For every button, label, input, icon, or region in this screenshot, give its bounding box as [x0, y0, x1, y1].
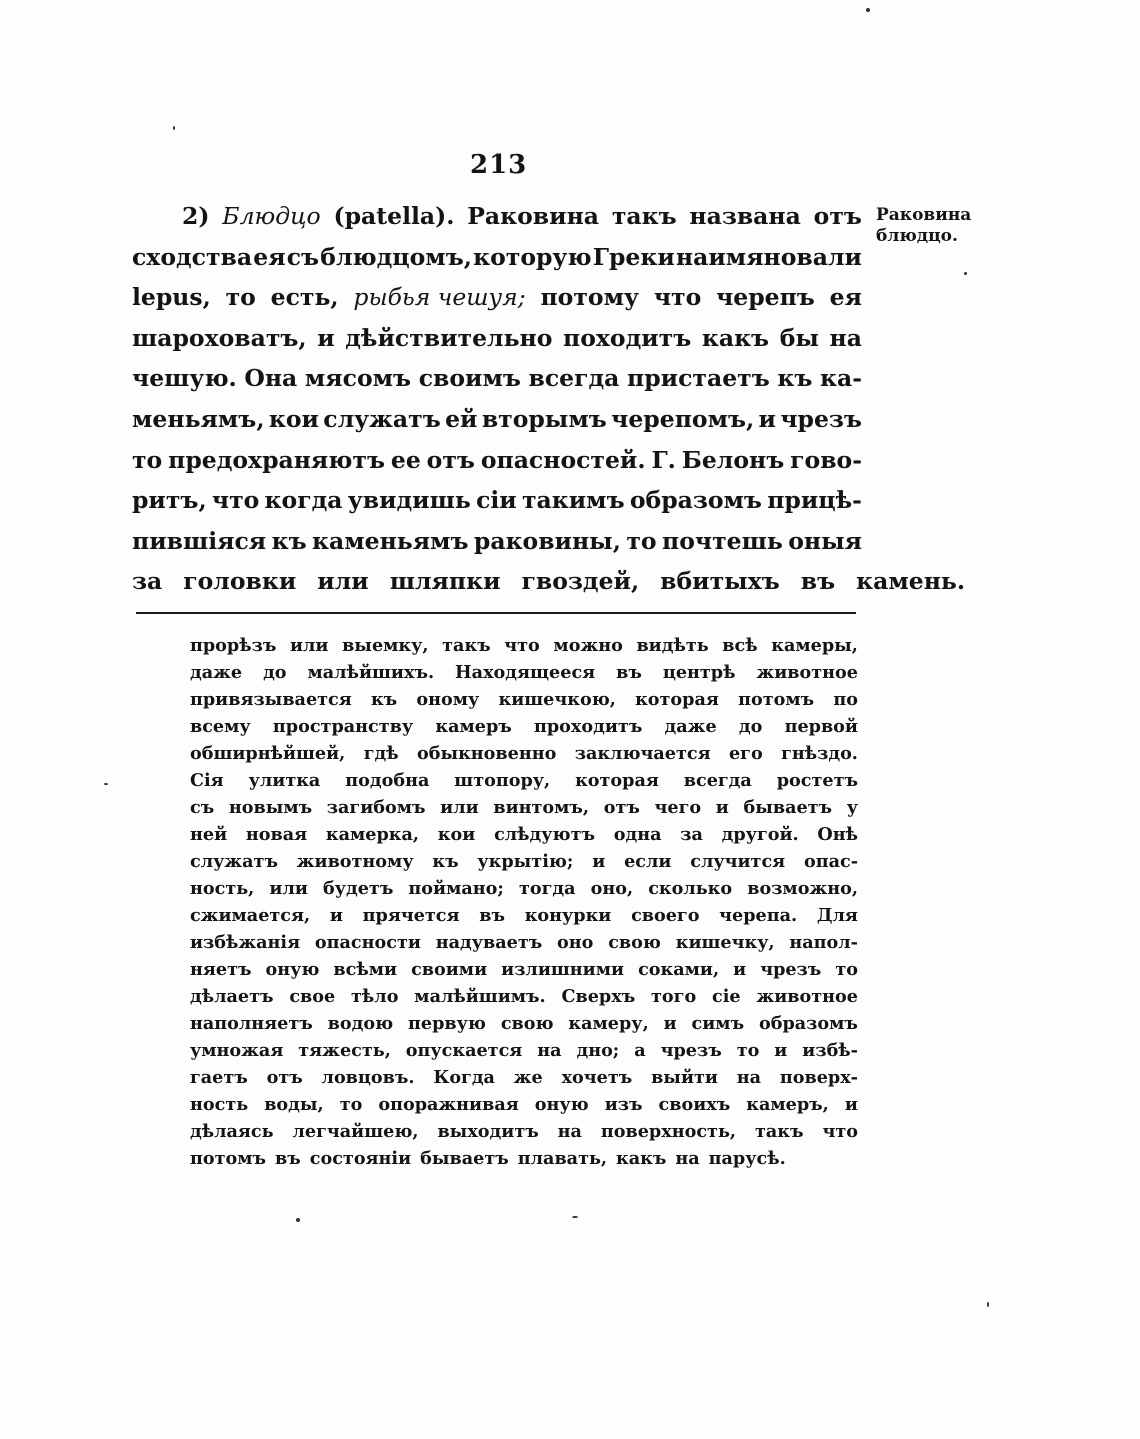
- main-text-word: гвоздей,: [521, 567, 640, 596]
- main-text-word: черепомъ,: [611, 404, 755, 433]
- footnote-word: поверхность,: [600, 1121, 737, 1142]
- footnote-word: своихъ: [658, 1094, 731, 1115]
- footnote: [190, 632, 858, 1172]
- footnote-word: по: [833, 689, 858, 710]
- footnote-line: [190, 875, 858, 902]
- footnote-word: заключается: [574, 743, 711, 764]
- main-text-word: камень.: [856, 567, 966, 596]
- main-text-word: и: [317, 323, 335, 352]
- footnote-word: до: [263, 662, 287, 683]
- footnote-word: изъ: [604, 1094, 643, 1115]
- footnote-word: будетъ: [323, 878, 394, 899]
- footnote-line: [190, 983, 858, 1010]
- footnote-word: или: [269, 878, 308, 899]
- scan-speck: [866, 8, 870, 12]
- footnote-word: камеры,: [771, 635, 858, 656]
- footnote-word: потомъ: [738, 689, 815, 710]
- footnote-line: [190, 767, 858, 794]
- footnote-word: парусѣ.: [708, 1148, 786, 1169]
- footnote-word: всѣми: [333, 959, 398, 980]
- footnote-word: привязывается: [190, 689, 352, 710]
- footnote-word: кои: [437, 824, 476, 845]
- footnote-word: или: [289, 635, 329, 656]
- footnote-separator-rule: [136, 612, 856, 614]
- main-text-word: Она: [244, 364, 298, 393]
- footnote-word: оно,: [590, 878, 634, 899]
- footnote-word: выходитъ: [437, 1121, 539, 1142]
- footnote-word: камеръ,: [746, 1094, 829, 1115]
- footnote-line: [190, 713, 858, 740]
- main-text-word: (patella).: [333, 202, 455, 230]
- footnote-word: хочетъ: [561, 1067, 633, 1088]
- footnote-line: [190, 956, 858, 983]
- footnote-word: и: [329, 905, 343, 926]
- main-text-word: пристаетъ: [627, 364, 770, 393]
- footnote-word: отъ: [603, 797, 640, 818]
- footnote-word: черепа.: [719, 905, 798, 926]
- marginal-note: [876, 205, 986, 247]
- main-text-word: на: [829, 323, 862, 352]
- main-text-word: пившіяся: [132, 526, 267, 555]
- main-text-word: мясомъ: [304, 364, 412, 393]
- footnote-word: къ: [370, 689, 398, 710]
- footnote-word: умножая: [190, 1040, 284, 1061]
- footnote-word: наполняетъ: [190, 1013, 313, 1034]
- scan-speck: [296, 1218, 300, 1222]
- footnote-word: ность,: [190, 878, 255, 899]
- main-text-line: [132, 318, 862, 359]
- footnote-word: образомъ: [758, 1013, 858, 1034]
- main-text-word: и: [758, 404, 776, 433]
- footnote-line: [190, 848, 858, 875]
- main-text-word: своимъ: [418, 364, 521, 393]
- footnote-line: [190, 1091, 858, 1118]
- footnote-word: оному: [416, 689, 480, 710]
- footnote-word: бываетъ: [420, 1148, 509, 1169]
- footnote-word: прорѣзъ: [190, 635, 277, 656]
- footnote-word: оную: [265, 959, 320, 980]
- main-text-word: отъ: [813, 202, 862, 230]
- main-text-word: что: [653, 283, 702, 312]
- footnote-word: камеръ: [435, 716, 512, 737]
- footnote-word: выемку,: [342, 635, 429, 656]
- scan-speck: [964, 272, 967, 275]
- footnote-word: свою: [500, 1013, 554, 1034]
- footnote-word: оную: [534, 1094, 589, 1115]
- footnote-word: съ: [190, 797, 215, 818]
- footnote-word: того: [651, 986, 697, 1007]
- main-text-word: шароховатъ,: [132, 323, 307, 352]
- footnote-word: малѣйшимъ.: [414, 986, 546, 1007]
- main-text-word: ка-: [820, 364, 862, 393]
- main-text-word: какъ: [701, 323, 770, 352]
- footnote-word: и: [844, 1094, 858, 1115]
- footnote-line: [190, 1118, 858, 1145]
- footnote-word: тяжесть,: [298, 1040, 391, 1061]
- main-text-word: названа: [689, 202, 801, 230]
- footnote-word: напол-: [789, 932, 858, 953]
- main-text-word: отъ: [426, 445, 475, 474]
- main-text-word: предохраняютъ: [168, 445, 385, 474]
- footnote-word: надуваетъ: [435, 932, 543, 953]
- footnote-word: что: [504, 635, 540, 656]
- footnote-word: легчайшею,: [292, 1121, 419, 1142]
- main-text-word: есть,: [270, 283, 339, 312]
- footnote-word: симъ: [691, 1013, 745, 1034]
- footnote-word: какъ: [616, 1148, 667, 1169]
- footnote-word: чего: [654, 797, 702, 818]
- footnote-word: или: [440, 797, 479, 818]
- footnote-word: воды,: [264, 1094, 324, 1115]
- main-text-line: [132, 440, 862, 481]
- scan-speck: [173, 126, 175, 130]
- main-text-word: шляпки: [389, 567, 501, 596]
- footnote-word: въ: [275, 1148, 301, 1169]
- main-text-word: къ: [271, 526, 307, 555]
- footnote-word: Для: [816, 905, 858, 926]
- main-text-word: Греки: [592, 242, 675, 271]
- footnote-word: опоражнивая: [378, 1094, 519, 1115]
- footnote-word: такъ: [754, 1121, 804, 1142]
- footnote-word: животное: [756, 986, 858, 1007]
- page-number: 213: [470, 150, 528, 180]
- main-text-word: Раковина: [467, 202, 599, 230]
- footnote-word: Сверхъ: [561, 986, 636, 1007]
- main-text-word: увидишь: [347, 486, 471, 515]
- footnote-word: слѣдуютъ: [494, 824, 595, 845]
- footnote-line: [190, 1010, 858, 1037]
- main-text: [132, 196, 966, 602]
- main-text-word: когда: [264, 486, 343, 515]
- footnote-word: состояніи: [309, 1148, 412, 1169]
- footnote-word: своего: [631, 905, 700, 926]
- footnote-word: камерка,: [325, 824, 420, 845]
- footnote-word: камеру,: [568, 1013, 649, 1034]
- footnote-line: [190, 929, 858, 956]
- footnote-word: можно: [553, 635, 623, 656]
- main-text-line: [132, 399, 862, 440]
- footnote-word: всему: [190, 716, 251, 737]
- footnote-word: гдѣ: [363, 743, 399, 764]
- footnote-word: даже: [664, 716, 717, 737]
- footnote-word: видѣть: [636, 635, 709, 656]
- footnote-word: винтомъ,: [493, 797, 590, 818]
- scan-speck: [104, 783, 108, 785]
- main-text-word: кои: [268, 404, 319, 433]
- main-text-word: ея: [253, 242, 286, 271]
- footnote-word: такъ: [442, 635, 491, 656]
- footnote-word: проходитъ: [534, 716, 643, 737]
- footnote-word: ней: [190, 824, 228, 845]
- footnote-word: первую: [408, 1013, 486, 1034]
- footnote-word: же: [513, 1067, 543, 1088]
- main-text-word: почтешь: [662, 526, 783, 555]
- main-text-word: то: [225, 283, 256, 312]
- footnote-word: дѣлаясь: [190, 1121, 274, 1142]
- footnote-word: Сія: [190, 770, 224, 791]
- footnote-word: поймано;: [408, 878, 504, 899]
- footnote-line: [190, 821, 858, 848]
- footnote-line: [190, 686, 858, 713]
- main-text-word: lepus,: [132, 283, 211, 312]
- footnote-word: ростетъ: [776, 770, 858, 791]
- footnote-word: няетъ: [190, 959, 252, 980]
- footnote-word: водою: [327, 1013, 394, 1034]
- main-text-word: гово-: [790, 445, 862, 474]
- footnote-word: Онѣ: [817, 824, 858, 845]
- main-text-word: меньямъ,: [132, 404, 265, 433]
- scan-speck: [572, 1216, 578, 1218]
- main-text-word: къ: [777, 364, 813, 393]
- footnote-word: и: [733, 959, 747, 980]
- footnote-word: центрѣ: [662, 662, 736, 683]
- footnote-word: на: [557, 1121, 582, 1142]
- footnote-word: его: [728, 743, 763, 764]
- footnote-word: ловцовъ.: [321, 1067, 415, 1088]
- footnote-word: животному: [296, 851, 414, 872]
- main-text-word: ее: [390, 445, 421, 474]
- main-text-line: [132, 237, 862, 278]
- main-text-word: оныя: [788, 526, 862, 555]
- footnote-word: то: [339, 1094, 363, 1115]
- footnote-word: гаетъ: [190, 1067, 248, 1088]
- main-text-line: [132, 358, 862, 399]
- main-text-word: дѣйствительно: [345, 323, 553, 352]
- footnote-word: гнѣздо.: [781, 743, 858, 764]
- footnote-word: прячется: [362, 905, 460, 926]
- footnote-word: излишними: [501, 959, 625, 980]
- footnote-word: и: [774, 1040, 788, 1061]
- main-text-word: прицѣ-: [767, 486, 862, 515]
- main-text-word: такъ: [611, 202, 677, 230]
- footnote-word: своими: [411, 959, 488, 980]
- footnote-word: за: [680, 824, 703, 845]
- footnote-word: на: [736, 1067, 762, 1088]
- footnote-word: ность: [190, 1094, 249, 1115]
- footnote-word: то: [835, 959, 858, 980]
- footnote-word: сжимается,: [190, 905, 311, 926]
- main-text-word: Блюдцо: [222, 202, 321, 230]
- footnote-word: тѣло: [351, 986, 399, 1007]
- footnote-word: подобна: [345, 770, 430, 791]
- footnote-word: до: [738, 716, 763, 737]
- main-text-word: опасностей.: [480, 445, 646, 474]
- footnote-word: свою: [608, 932, 661, 953]
- main-text-word: вторымъ: [481, 404, 607, 433]
- footnote-word: одна: [613, 824, 662, 845]
- footnote-word: малѣйшихъ.: [307, 662, 435, 683]
- footnote-word: животное: [756, 662, 858, 683]
- footnote-word: соками,: [638, 959, 720, 980]
- footnote-word: возможно,: [747, 878, 858, 899]
- footnote-word: тогда: [518, 878, 576, 899]
- footnote-word: если: [624, 851, 672, 872]
- footnote-word: даже: [190, 662, 243, 683]
- main-text-word: всегда: [528, 364, 620, 393]
- main-text-line: [132, 521, 862, 562]
- footnote-word: случится: [690, 851, 786, 872]
- footnote-line: [190, 740, 858, 767]
- footnote-word: дно;: [576, 1040, 620, 1061]
- main-text-word: служатъ: [323, 404, 441, 433]
- footnote-word: укрытію;: [477, 851, 574, 872]
- main-text-word: то: [626, 526, 657, 555]
- footnote-word: чрезъ: [660, 1040, 722, 1061]
- footnote-word: сколько: [648, 878, 733, 899]
- footnote-word: новая: [245, 824, 308, 845]
- main-text-word: такимъ: [521, 486, 625, 515]
- main-text-word: образомъ: [629, 486, 762, 515]
- footnote-word: и: [663, 1013, 677, 1034]
- footnote-word: первой: [784, 716, 858, 737]
- footnote-word: которая: [575, 770, 659, 791]
- scan-speck: [987, 1302, 989, 1307]
- main-text-word: вбитыхъ: [660, 567, 780, 596]
- main-text-word: наимяновали: [675, 242, 862, 271]
- main-text-line: [132, 196, 862, 237]
- footnote-word: штопору,: [454, 770, 551, 791]
- footnote-word: что: [822, 1121, 858, 1142]
- footnote-word: у: [846, 797, 858, 818]
- footnote-word: кишечкою,: [498, 689, 616, 710]
- footnote-word: то: [736, 1040, 760, 1061]
- footnote-line: [190, 632, 858, 659]
- main-text-word: ритъ,: [132, 486, 207, 515]
- main-text-word: раковины,: [473, 526, 621, 555]
- main-text-word: то: [132, 445, 163, 474]
- main-text-word: которую: [473, 242, 592, 271]
- footnote-word: оно: [557, 932, 594, 953]
- main-text-word: каменьямъ: [312, 526, 469, 555]
- marginal-note-line: блюдцо.: [876, 226, 958, 246]
- main-text-word: ея: [829, 283, 862, 312]
- main-text-line: [132, 480, 862, 521]
- main-text-line: [132, 277, 862, 318]
- footnote-word: отъ: [266, 1067, 303, 1088]
- footnote-word: чрезъ: [760, 959, 822, 980]
- marginal-note-line: Раковина: [876, 205, 972, 225]
- footnote-word: сіе: [712, 986, 741, 1007]
- main-text-word: что: [211, 486, 260, 515]
- footnote-word: и: [592, 851, 606, 872]
- footnote-word: на: [675, 1148, 700, 1169]
- main-text-word: сіи: [476, 486, 517, 515]
- main-text-line: [132, 561, 966, 602]
- footnote-word: поверх-: [779, 1067, 858, 1088]
- main-text-word: чешую.: [132, 364, 237, 393]
- footnote-word: въ: [616, 662, 642, 683]
- main-text-word: съ: [286, 242, 320, 271]
- footnote-word: на: [537, 1040, 562, 1061]
- footnote-line: [190, 902, 858, 929]
- footnote-word: которая: [635, 689, 719, 710]
- footnote-word: потомъ: [190, 1148, 267, 1169]
- footnote-line: [190, 1064, 858, 1091]
- main-text-word: за: [132, 567, 163, 596]
- footnote-word: выйти: [651, 1067, 718, 1088]
- footnote-word: пространству: [272, 716, 414, 737]
- footnote-word: новымъ: [228, 797, 313, 818]
- footnote-line: [190, 1145, 858, 1172]
- main-text-word: или: [317, 567, 369, 596]
- main-text-word: въ: [800, 567, 836, 596]
- footnote-word: дѣлаетъ: [190, 986, 274, 1007]
- footnote-word: и: [715, 797, 729, 818]
- main-text-word: черепъ: [716, 283, 815, 312]
- main-text-word: Г.: [651, 445, 676, 474]
- main-text-word: Белонъ: [681, 445, 785, 474]
- footnote-word: опас-: [803, 851, 858, 872]
- footnote-word: кишечку,: [675, 932, 775, 953]
- footnote-word: плавать,: [517, 1148, 608, 1169]
- footnote-word: свое: [289, 986, 336, 1007]
- main-text-word: головки: [183, 567, 297, 596]
- footnote-word: опускается: [405, 1040, 523, 1061]
- main-text-word: походитъ: [563, 323, 692, 352]
- footnote-word: Когда: [433, 1067, 495, 1088]
- footnote-word: всегда: [683, 770, 752, 791]
- main-text-word: ей: [445, 404, 478, 433]
- footnote-word: всѣ: [722, 635, 758, 656]
- footnote-word: загибомъ: [326, 797, 426, 818]
- main-text-word: бы: [779, 323, 819, 352]
- footnote-word: другой.: [721, 824, 799, 845]
- footnote-word: обширнѣйшей,: [190, 743, 346, 764]
- main-text-word: потому: [540, 283, 640, 312]
- footnote-word: обыкновенно: [416, 743, 557, 764]
- footnote-word: Находящееся: [455, 662, 596, 683]
- footnote-word: къ: [432, 851, 459, 872]
- footnote-word: конурки: [524, 905, 612, 926]
- main-text-word: рыбья чешуя;: [353, 283, 526, 312]
- footnote-word: опасности: [314, 932, 421, 953]
- footnote-word: служатъ: [190, 851, 278, 872]
- main-text-word: блюдцомъ,: [320, 242, 472, 271]
- footnote-word: а: [634, 1040, 646, 1061]
- footnote-line: [190, 659, 858, 686]
- footnote-word: улитка: [248, 770, 321, 791]
- main-text-word: чрезъ: [780, 404, 862, 433]
- footnote-word: въ: [479, 905, 505, 926]
- footnote-line: [190, 1037, 858, 1064]
- footnote-word: избѣ-: [802, 1040, 858, 1061]
- main-text-word: сходства: [132, 242, 253, 271]
- footnote-word: избѣжанія: [190, 932, 301, 953]
- main-text-word: 2): [182, 202, 210, 230]
- footnote-line: [190, 794, 858, 821]
- footnote-word: бываетъ: [743, 797, 833, 818]
